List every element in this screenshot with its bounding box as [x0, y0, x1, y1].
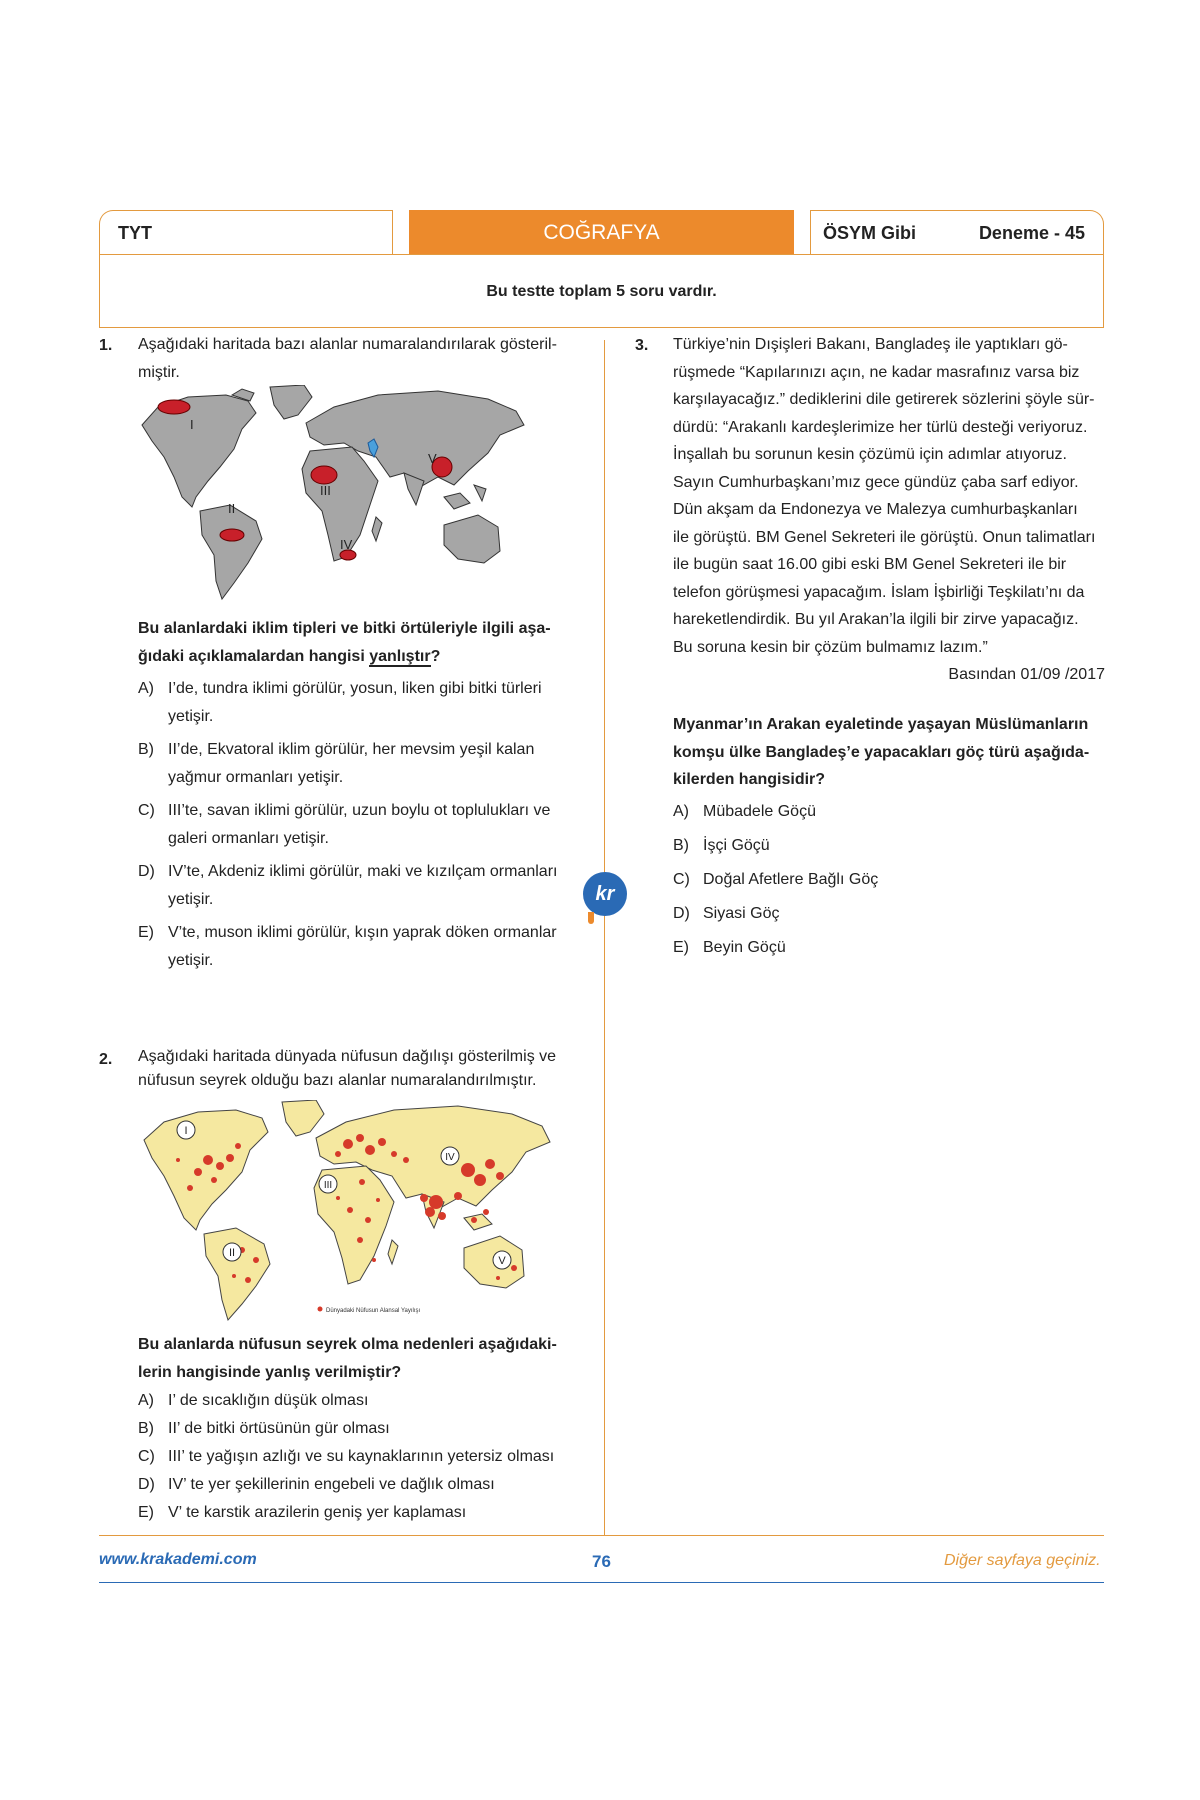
q3-number: 3.: [635, 337, 649, 354]
option-text: Doğal Afetlere Bağlı Göç: [703, 871, 879, 888]
q1-option-b[interactable]: [138, 736, 574, 792]
q2-population-map: [138, 1100, 574, 1322]
q2-question-line: Bu alanlarda nüfusun seyrek olma nedenleri aşağıdaki-: [138, 1336, 557, 1353]
q3-line: Sayın Cumhurbaşkanı’mız gece gündüz çaba sarf ediyor.: [673, 473, 1079, 491]
next-page-note: Diğer sayfaya geçiniz.: [944, 1552, 1101, 1569]
q1-map-label-iv: IV: [340, 537, 353, 552]
q2-option-d[interactable]: [138, 1471, 495, 1499]
q3-line: Dün akşam da Endonezya ve Malezya cumhurbaşkanları: [673, 501, 1078, 518]
option-text: III’te, savan iklimi görülür, uzun boylu ot toplulukları ve: [168, 802, 551, 819]
q1-map-label-ii: II: [228, 501, 236, 516]
q1-number: 1.: [99, 337, 113, 354]
q2-option-e[interactable]: [138, 1499, 466, 1527]
option-letter: E): [138, 1504, 154, 1521]
info-banner: [99, 254, 1104, 328]
q2-option-b[interactable]: [138, 1415, 390, 1443]
q3-line: rüşmede “Kapılarınızı açın, ne kadar masrafınız varsa biz: [673, 363, 1080, 381]
q2-option-a[interactable]: [138, 1387, 368, 1415]
q3-line: ile görüştü. BM Genel Sekreteri ile görüştü. Onun talimatları: [673, 528, 1096, 546]
q2-map-label-v: V: [498, 1255, 506, 1267]
option-text: I’de, tundra iklimi görülür, yosun, liken gibi bitki türleri: [168, 680, 542, 697]
option-text: Mübadele Göçü: [703, 803, 816, 820]
page-number: 76: [592, 1552, 611, 1571]
option-text: V’te, muson iklimi görülür, kışın yaprak döken ormanlar: [168, 924, 557, 941]
header-test-number: Deneme - 45: [978, 223, 1085, 243]
q1-question-line: Bu alanlardaki iklim tipleri ve bitki örtüleriyle ilgili aşa-: [138, 620, 551, 637]
q3-line: ile bugün saat 16.00 gibi eski BM Genel Sekreteri ile bir: [673, 556, 1067, 573]
option-text: I’ de sıcaklığın düşük olması: [168, 1392, 369, 1409]
option-letter: B): [138, 741, 154, 758]
q2-map-label-iii: III: [323, 1180, 333, 1191]
q2-question: [138, 1331, 578, 1386]
q3-line: karşılayacağız.” dediklerini dile getirerek sözlerini şöyle sür-: [673, 391, 1095, 408]
option-text: II’ de bitki örtüsünün gür olması: [168, 1420, 390, 1437]
option-text: III’ te yağışın azlığı ve su kaynaklarının yetersiz olması: [168, 1448, 555, 1465]
footer-top-rule: [99, 1535, 1104, 1536]
q3-question: [673, 711, 1105, 794]
q2-map-label-i: I: [184, 1125, 188, 1137]
option-letter: A): [138, 1392, 154, 1409]
option-text: IV’te, Akdeniz iklimi görülür, maki ve kızılçam ormanları: [168, 863, 558, 880]
q3-option-a[interactable]: [673, 798, 816, 826]
option-letter: E): [673, 939, 689, 956]
q1-map-label-v: V: [428, 451, 437, 466]
option-text: galeri ormanları yetişir.: [168, 830, 329, 847]
q3-passage: [673, 331, 1105, 689]
option-text: yağmur ormanları yetişir.: [168, 769, 344, 786]
info-text: Bu testte toplam 5 soru vardır.: [486, 283, 717, 300]
q2-map-legend: Dünyadaki Nüfusun Alansal Yayılışı: [326, 1308, 421, 1314]
q3-line: Türkiye’nin Dışişleri Bakanı, Bangladeş ile yaptıkları gö-: [673, 336, 1068, 353]
logo-text: kr: [595, 883, 615, 905]
option-letter: C): [138, 1448, 155, 1465]
q1-option-c[interactable]: [138, 797, 574, 853]
option-letter: D): [138, 1476, 155, 1493]
q3-question-line: kilerden hangisidir?: [673, 771, 826, 788]
option-text: İşçi Göçü: [703, 837, 770, 854]
q1-map-label-iii: III: [320, 483, 331, 498]
option-text: Beyin Göçü: [703, 939, 786, 956]
header-exam-type: TYT: [118, 223, 152, 243]
header-subject: COĞRAFYA: [543, 221, 660, 244]
q2-intro-line: nüfusun seyrek olduğu bazı alanlar numaralandırılmıştır.: [138, 1072, 537, 1089]
option-text: II’de, Ekvatoral iklim görülür, her mevsim yeşil kalan: [168, 741, 535, 758]
q2-question-line: lerin hangisinde yanlış verilmiştir?: [138, 1363, 402, 1381]
q3-option-e[interactable]: [673, 934, 786, 962]
q1-question-part: ğıdaki açıklamalardan hangisi: [138, 647, 370, 665]
option-text: yetişir.: [168, 952, 214, 969]
q1-option-a[interactable]: [138, 675, 574, 731]
q1-intro-line: miştir.: [138, 363, 180, 381]
q2-intro-line: Aşağıdaki haritada dünyada nüfusun dağılışı gösterilmiş ve: [138, 1048, 557, 1065]
logo-drop-icon: [588, 912, 594, 924]
option-letter: A): [138, 680, 154, 697]
q1-intro: [138, 331, 574, 386]
option-text: IV’ te yer şekillerinin engebeli ve dağlık olması: [168, 1476, 495, 1493]
header-left-box: [99, 210, 393, 254]
option-letter: C): [138, 802, 155, 819]
footer-bottom-rule: [99, 1582, 1104, 1583]
header-right-box: [810, 210, 1104, 254]
column-divider: [604, 340, 605, 1535]
q2-map-label-ii: II: [228, 1247, 236, 1259]
publisher-logo-icon: [583, 872, 627, 916]
q3-line: hareketlendirdik. Bu yıl Arakan’la ilgili bir zirve yapacağız.: [673, 611, 1079, 628]
q3-line: İnşallah bu sorunun kesin çözümü için adımlar atıyoruz.: [673, 446, 1067, 463]
option-letter: B): [138, 1420, 154, 1437]
q2-intro: [138, 1045, 578, 1093]
option-letter: C): [673, 871, 690, 888]
option-letter: A): [673, 803, 689, 820]
q2-number: 2.: [99, 1051, 113, 1068]
q2-legend-dot-icon: [318, 1307, 323, 1312]
header-osym: ÖSYM Gibi: [823, 223, 917, 243]
option-text: Siyasi Göç: [703, 905, 780, 922]
q3-question-line: Myanmar’ın Arakan eyaletinde yaşayan Müslümanların: [673, 716, 1089, 733]
q1-world-map: [138, 385, 530, 603]
q3-option-d[interactable]: [673, 900, 779, 928]
option-letter: E): [138, 924, 154, 941]
q1-option-d[interactable]: [138, 858, 574, 914]
q2-option-c[interactable]: [138, 1443, 554, 1471]
q3-line: dürdü: “Arakanlı kardeşlerimize her türlü desteği veriyoruz.: [673, 418, 1088, 436]
option-letter: B): [673, 837, 689, 854]
q3-source: Basından 01/09 /2017: [948, 666, 1105, 683]
q1-question-part: ?: [430, 647, 441, 665]
q3-line: telefon görüşmesi yapacağım. İslam İşbirliği Teşkilatı’nı da: [673, 583, 1085, 601]
option-text: V’ te karstik arazilerin geniş yer kaplaması: [168, 1504, 467, 1521]
q1-question: [138, 615, 574, 670]
q1-question-line: [138, 643, 574, 671]
option-letter: D): [138, 863, 155, 880]
header-subject-box: [409, 210, 794, 254]
option-letter: D): [673, 905, 690, 922]
option-text: yetişir.: [168, 891, 214, 908]
q3-question-line: komşu ülke Bangladeş’e yapacakları göç türü aşağıda-: [673, 743, 1090, 761]
q1-map-label-i: I: [190, 417, 194, 432]
q1-question-underlined: yanlıştır: [369, 647, 431, 665]
footer-website-link[interactable]: www.krakademi.com: [99, 1551, 257, 1568]
q3-option-b[interactable]: [673, 832, 770, 860]
q2-map-label-iv: IV: [445, 1152, 455, 1163]
option-text: yetişir.: [168, 708, 214, 725]
q3-option-c[interactable]: [673, 866, 878, 894]
q3-line: Bu soruna kesin bir çözüm bulmamız lazım.”: [673, 638, 988, 656]
q1-intro-line: Aşağıdaki haritada bazı alanlar numaralandırılarak gösteril-: [138, 336, 557, 353]
q1-option-e[interactable]: [138, 919, 574, 975]
